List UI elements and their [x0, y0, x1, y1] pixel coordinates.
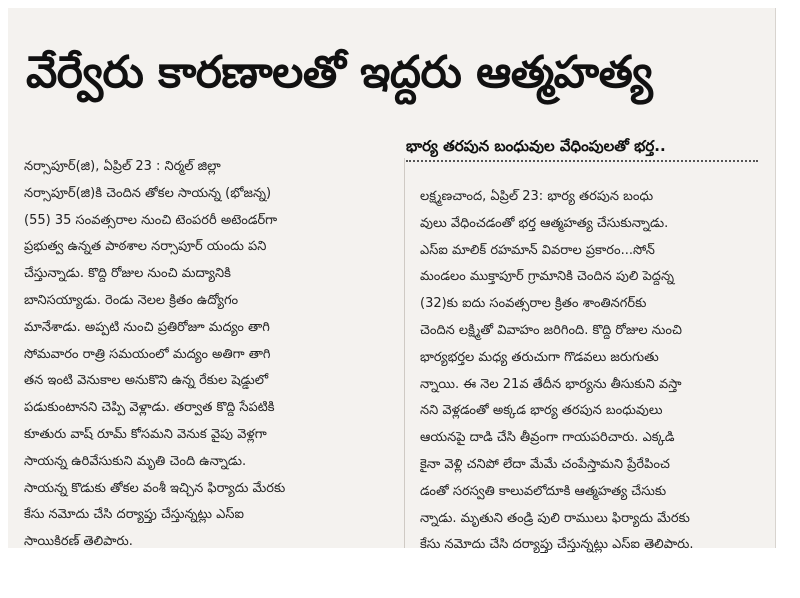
right-story-line: భార్యభర్తల మధ్య తరుచుగా గొడవలు జరుగుతు: [420, 349, 659, 365]
right-story-line: మండలం ముక్తాపూర్ గ్రామానికి చెందిన పులి పెద్దన్న: [420, 269, 674, 285]
left-story-line: బానిసయ్యాడు. రెండు నెలల క్రితం ఉద్యోగం: [24, 292, 239, 308]
left-story-line: చేస్తున్నాడు. కొద్ది రోజుల నుంచి మద్యానికి: [24, 266, 231, 282]
left-story-line: మానేశాడు. అప్పటి నుంచి ప్రతిరోజూ మద్యం తాగి: [24, 319, 270, 335]
right-story-line: ఆయనపై దాడి చేసి తీవ్రంగా గాయపరిచారు. ఎక్కడి: [420, 430, 675, 446]
right-story-line: (32)కు ఐదు సంవత్సరాల క్రితం శాంతినగర్‌కు: [420, 296, 647, 312]
headline: వేర్వేరు కారణాలతో ఇద్దరు ఆత్మహత్య: [26, 47, 653, 98]
left-story-line: నర్సాపూర్(జి), ఏప్రిల్ 23 : నిర్మల్ జిల్లా: [24, 159, 221, 174]
left-story-line: ప్రభుత్వ ఉన్నత పాఠశాల నర్సాపూర్ యందు పని: [24, 239, 267, 255]
column-divider: [404, 158, 405, 548]
newspaper-clipping: [8, 8, 776, 553]
right-story-line: చెందిన లక్ష్మితో వివాహం జరిగింది. కొద్ది రోజుల నుంచి: [420, 322, 682, 338]
left-story-line: తన ఇంటి వెనుకాల అనుకొని ఉన్న రేకుల షెడ్డులో: [24, 373, 269, 389]
right-story-line: కేసు నమోదు చేసి దర్యాప్తు చేస్తున్నట్లు ఎస్ఐ తెలిపారు.: [420, 537, 694, 553]
right-story-line: లక్ష్మణచాంద, ఏప్రిల్ 23: భార్య తరపున బంధు: [420, 189, 654, 204]
left-story-body: [24, 154, 392, 550]
right-story-subheadline: భార్య తరపున బంధువుల వేధింపులతో భర్త..: [406, 132, 758, 162]
left-story-line: సాయికిరణ్ తెలిపారు.: [24, 534, 133, 550]
right-story-body: [420, 184, 774, 556]
left-story-line: పడుకుంటానని చెప్పి వెళ్లాడు. తర్వాత కొద్ది సేపటికి: [24, 400, 275, 416]
right-story-line: వులు వేధించడంతో భర్త ఆత్మహత్య చేసుకున్నాడు.: [420, 215, 669, 231]
left-story-line: సాయన్న కొడుకు తోకల వంశీ ఇచ్చిన ఫిర్యాదు మేరకు: [24, 480, 286, 496]
left-story-line: కూతురు వాష్ రూమ్ కోసమని వెనుక వైపు వెళ్లగా: [24, 426, 267, 442]
left-story-line: సాయన్న ఉరివేసుకుని మృతి చెంది ఉన్నాడు.: [24, 453, 247, 469]
right-story-line: ఎస్ఐ మాలిక్ రహమాన్ వివరాల ప్రకారం...సోన్: [420, 242, 655, 258]
left-story-line: సోమవారం రాత్రి సమయంలో మద్యం అతిగా తాగి: [24, 346, 271, 362]
left-story-line: కేసు నమోదు చేసి దర్యాప్తు చేస్తున్నట్లు ఎస్ఐ: [24, 507, 244, 523]
right-story-line: కైనా వెళ్లి చనిపో లేదా మేమే చంపేస్తామని ప్రేరేపించ: [420, 456, 670, 472]
right-story-line: నని వెళ్లడంతో అక్కడ భార్య తరపున బంధువులు: [420, 403, 663, 419]
left-story-line: నర్సాపూర్(జి)కి చెందిన తోకల సాయన్న (భోజన్న): [24, 185, 272, 201]
right-story-line: న్నాడు. మృతుని తండ్రి పులి రాములు ఫిర్యాదు మేరకు: [420, 510, 690, 526]
right-story-line: న్నాయి. ఈ నెల 21వ తేదీన భార్యను తీసుకుని వస్తా: [420, 376, 682, 392]
right-story-line: డంతో సరస్వతి కాలువలోదూకి ఆత్మహత్య చేసుకు: [420, 483, 667, 499]
left-story-line: (55) 35 సంవత్సరాల నుంచి టెంపరరీ అటెండర్‌గా: [24, 212, 278, 228]
